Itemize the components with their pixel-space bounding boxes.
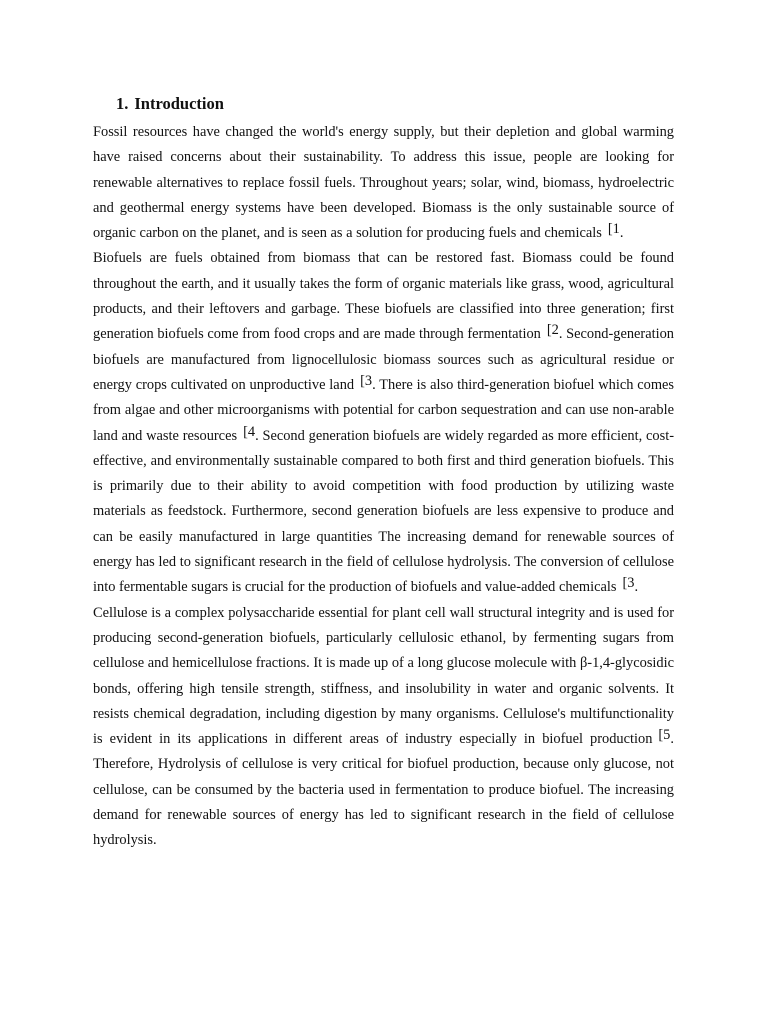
section-heading [93, 92, 674, 116]
paragraph-1 [93, 120, 674, 246]
paragraph-text: . [619, 225, 624, 242]
paragraph-3 [93, 601, 674, 854]
citation-ref: [4 [243, 423, 256, 440]
section-number: 1. [116, 94, 129, 113]
paragraph-text: . Second-generation biofuels are manufactured from lignocellulosic biomass sources such as agricultural residue or energy crops cultivated on unproductive land [93, 326, 674, 393]
citation-ref: [1 [607, 221, 620, 238]
paragraph-text: . Second generation biofuels are widely regarded as more efficient, cost-effective, and environmentally sustainable compared to both first and third generation biofuels. This is primarily due to their ability to avoid competition with food production by utilizing waste materials as feedstock. Furthermore, second generation biofuels are less expensive to produce and can be easily manufactured in large quantities The increasing demand for renewable sources of energy has led to significant research in the field of cellulose hydrolysis. The conversion of cellulose into fermentable sugars is crucial for the production of biofuels and value-added chemicals [93, 427, 674, 596]
paragraph-text: Cellulose is a complex polysaccharide essential for plant cell wall structural integrity and is used for producing second-generation biofuels, particularly cellulosic ethanol, by fermenting sugars from cellulose and hemicellulose fractions. It is made up of a long glucose molecule with β-1,4-glycosidic bonds, offering high tensile strength, stiffness, and insolubility in water and organic solvents. It resists chemical degradation, including digestion by many organisms. Cellulose's multifunctionality is evident in its applications in different areas of industry especially in biofuel production [93, 604, 674, 748]
citation-ref: [3 [622, 575, 635, 592]
citation-ref: [3 [360, 372, 373, 389]
paragraph-2 [93, 246, 674, 600]
citation-ref: [5 [658, 727, 671, 744]
citation-ref: [2 [546, 322, 559, 339]
paragraph-text: . [634, 579, 639, 596]
section-title: Introduction [134, 94, 224, 113]
document-page [93, 92, 674, 854]
paragraph-text: Biofuels are fuels obtained from biomass that can be restored fast. Biomass could be found throughout the earth, and it usually takes the form of organic materials like grass, wood, agricultural products, and their leftovers and garbage. These biofuels are classified into three generation; first generation biofuels come from food crops and are made through fermentation [93, 250, 674, 343]
paragraph-text: Fossil resources have changed the world's energy supply, but their depletion and global warming have raised concerns about their sustainability. To address this issue, people are looking for renewable alternatives to replace fossil fuels. Throughout years; solar, wind, biomass, hydroelectric and geothermal energy systems have been developed. Biomass is the only sustainable source of organic carbon on the planet, and is seen as a solution for producing fuels and chemicals [93, 124, 674, 242]
paragraph-text: . Therefore, Hydrolysis of cellulose is very critical for biofuel production, because only glucose, not cellulose, can be consumed by the bacteria used in fermentation to produce biofuel. The increasing demand for renewable sources of energy has led to significant research in the field of cellulose hydrolysis. [93, 731, 674, 849]
paragraph-text: . There is also third-generation biofuel which comes from algae and other microorganisms with potential for carbon sequestration and can use non-arable land and waste resources [93, 376, 675, 444]
